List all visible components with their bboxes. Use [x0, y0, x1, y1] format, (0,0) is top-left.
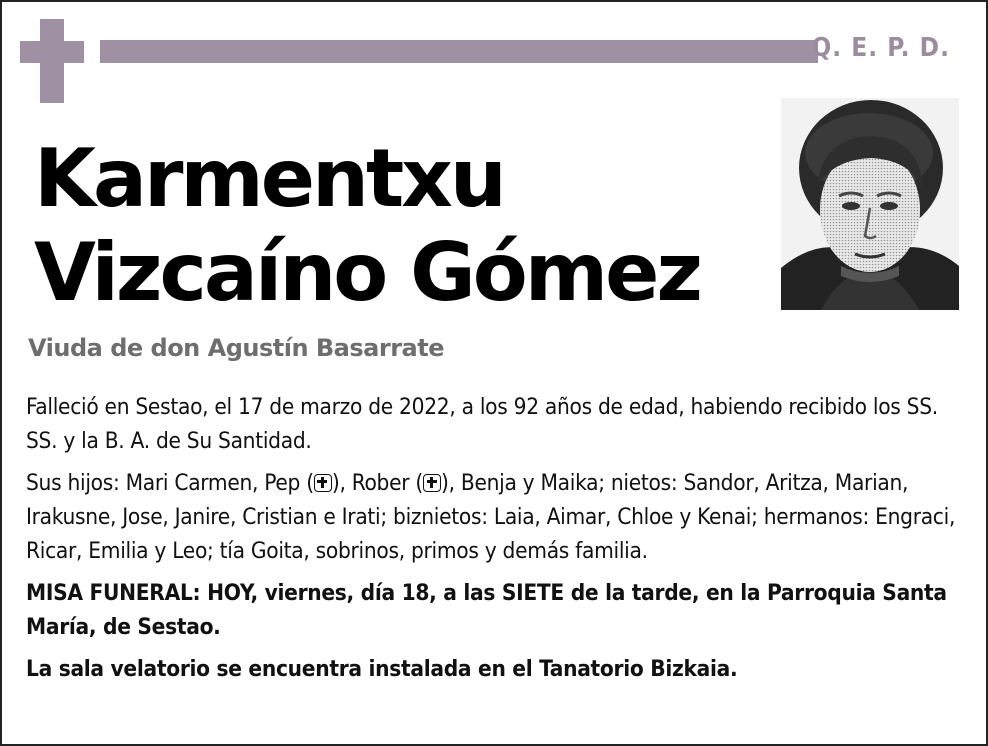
deceased-cross-icon — [314, 474, 332, 492]
header-bar — [100, 40, 818, 63]
deceased-cross-icon — [423, 474, 441, 492]
first-name: Karmentxu — [34, 132, 504, 225]
family-text: ), Rober ( — [331, 470, 423, 496]
qepd-label: Q. E. P. D. — [811, 33, 950, 63]
portrait-photo — [781, 98, 959, 310]
death-paragraph: Falleció en Sestao, el 17 de marzo de 2022, a los 92 años de edad, habiendo recibido los SS. SS. y la B. A. de Su Santidad. — [26, 394, 938, 454]
funeral-mass: MISA FUNERAL: HOY, viernes, día 18, a las SIETE de la tarde, en la Parroquia Santa María, de Sestao. — [26, 580, 947, 640]
wake-location: La sala velatorio se encuentra instalada en el Tanatorio Bizkaia. — [26, 656, 738, 682]
widow-of: Viuda de don Agustín Basarrate — [28, 334, 444, 362]
surnames: Vizcaíno Gómez — [34, 226, 700, 319]
family-text: Sus hijos: Mari Carmen, Pep ( — [26, 470, 314, 496]
deceased-name — [34, 132, 700, 320]
notice-body — [26, 390, 971, 694]
family-paragraph — [26, 466, 971, 568]
cross-icon-arm — [20, 41, 84, 63]
family-text: ), Benja y Maika; nietos: Sandor, Aritza, Marian, Irakusne, Jose, Janire, Cristian e Irati; biznietos: Laia, Aimar, Chloe y Kenai; hermanos: Engraci, Ricar, Emilia y Leo; tía Goita, sobrinos, primos y demás familia. — [26, 470, 956, 564]
